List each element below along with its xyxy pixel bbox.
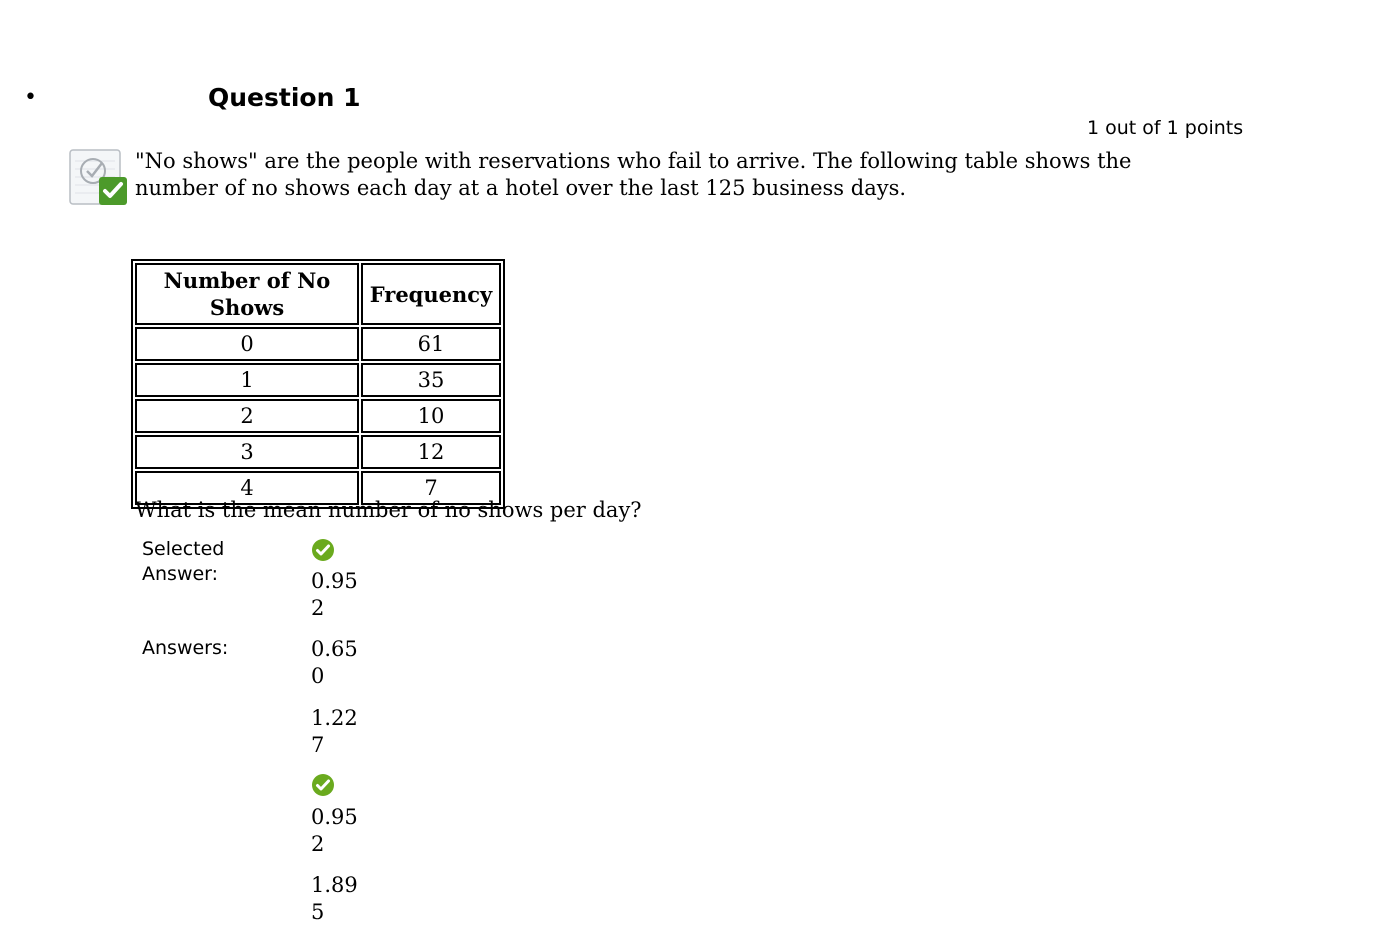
answers-label: Answers:	[142, 637, 229, 659]
question-title: Question 1	[208, 83, 361, 112]
answer-option: 0.650	[311, 637, 358, 688]
answer-option: 1.227	[311, 706, 358, 757]
question-prompt: What is the mean number of no shows per day?	[135, 498, 642, 522]
table-cell: 2	[135, 399, 359, 433]
check-circle-icon	[311, 538, 335, 562]
table-cell: 3	[135, 435, 359, 469]
selected-answer-value: 0.952	[311, 569, 358, 620]
table-cell: 35	[361, 363, 501, 397]
table-row	[135, 363, 501, 397]
table-cell: 7	[361, 471, 501, 505]
points-score: 1 out of 1 points	[1087, 117, 1244, 139]
table-cell: 0	[135, 327, 359, 361]
table-header-row	[135, 263, 501, 325]
frequency-table	[131, 259, 505, 509]
table-cell: 10	[361, 399, 501, 433]
answer-option-correct: 0.952	[311, 805, 358, 856]
table-row	[135, 399, 501, 433]
question-correct-icon	[69, 147, 129, 207]
table-cell: 61	[361, 327, 501, 361]
table-cell: 1	[135, 363, 359, 397]
question-text: "No shows" are the people with reservations who fail to arrive. The following table shows the number of no shows each day at a hotel over the last 125 business days.	[135, 149, 1132, 200]
table-row	[135, 435, 501, 469]
table-header: Number of No Shows	[135, 263, 359, 325]
table-cell: 4	[135, 471, 359, 505]
answer-option: 1.895	[311, 873, 358, 924]
table-header: Frequency	[361, 263, 501, 325]
selected-answer-label: Selected Answer:	[142, 538, 225, 585]
table-row	[135, 327, 501, 361]
table-cell: 12	[361, 435, 501, 469]
check-circle-icon	[311, 773, 335, 797]
list-bullet: •	[24, 85, 37, 110]
